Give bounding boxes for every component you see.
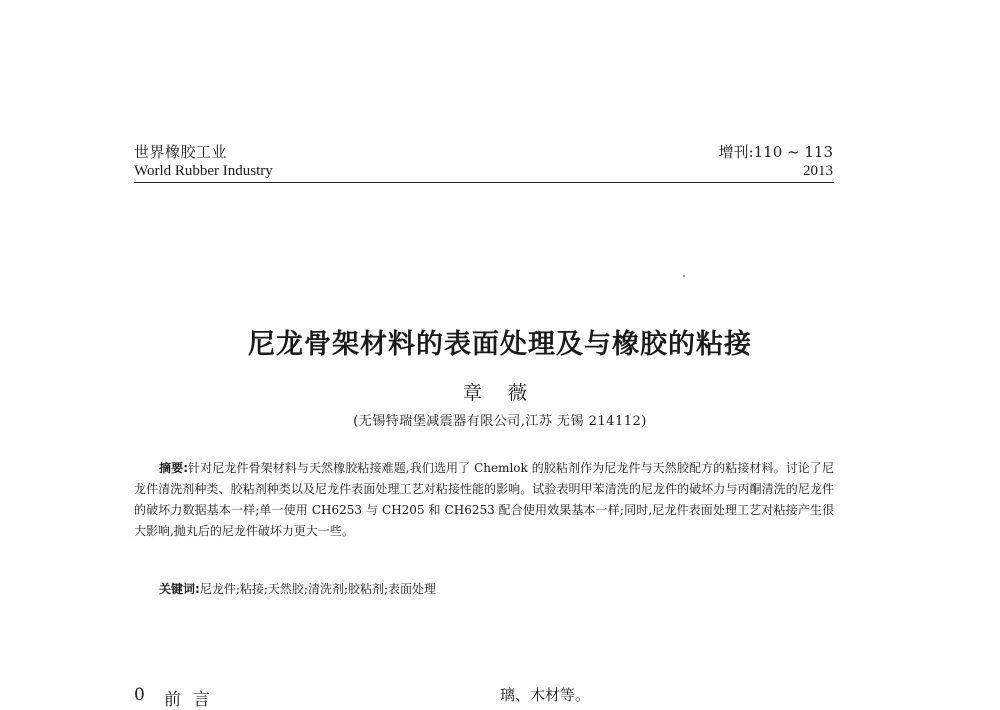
- section-number: 0: [134, 685, 145, 705]
- section-title: 前言: [164, 690, 222, 710]
- keywords-label: 关键词:: [159, 582, 200, 596]
- right-column-text: 璃、木材等。: [500, 686, 591, 704]
- journal-name-cn: 世界橡胶工业: [134, 143, 228, 161]
- keywords-text: 尼龙件;粘接;天然胶;清洗剂;胶粘剂;表面处理: [199, 582, 437, 596]
- journal-name-en: World Rubber Industry: [134, 163, 273, 179]
- scan-artifact: [683, 275, 685, 277]
- abstract: [134, 458, 834, 542]
- abstract-text: 针对尼龙件骨架材料与天然橡胶粘接难题,我们选用了 Chemlok 的胶粘剂作为尼龙件与天然胶配方的粘接材料。讨论了尼龙件清洗剂种类、胶粘剂种类以及尼龙件表面处理工艺对粘接性能的影响。试验表明甲苯清洗的尼龙件的破坏力与丙酮清洗的尼龙件的破坏力数据基本一样;单一使用 CH6253 与 CH205 和 CH6253 配合使用效果基本一样;同时,尼龙件表面处理工艺对粘接产生很大影响,抛丸后的尼龙件破坏力更大一些。: [134, 461, 834, 538]
- article-title: 尼龙骨架材料的表面处理及与橡胶的粘接: [248, 329, 752, 360]
- article-author: 章 薇: [462, 382, 538, 404]
- author-affiliation: (无锡特瑞堡减震器有限公司,江苏 无锡 214112): [353, 414, 647, 429]
- issue-pages: 增刊:110 ~ 113: [718, 143, 833, 161]
- header-divider: [134, 182, 834, 183]
- abstract-label: 摘要:: [159, 461, 188, 475]
- keywords: [159, 580, 436, 597]
- issue-year: 2013: [803, 163, 833, 179]
